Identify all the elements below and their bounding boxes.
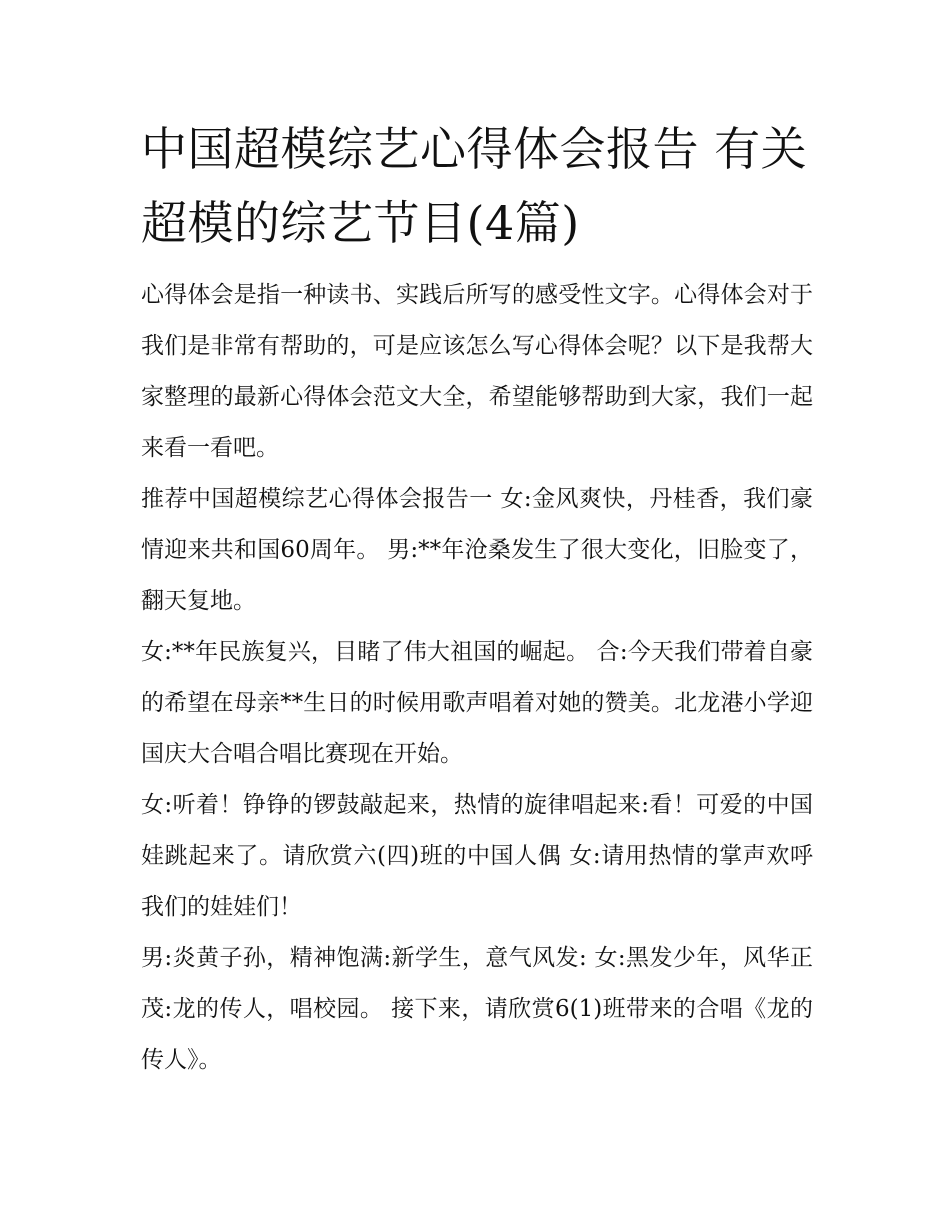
paragraph-opening: 推荐中国超模综艺心得体会报告一 女:金风爽快，丹桂香，我们豪情迎来共和国60周年。 男:**年沧桑发生了很大变化，旧脸变了，翻天复地。 — [141, 486, 813, 614]
document-content — [141, 112, 813, 1086]
paragraph-performance: 女:听着！铮铮的锣鼓敲起来，热情的旋律唱起来:看！可爱的中国娃跳起来了。请欣赏六(四)班的中国人偶 女:请用热情的掌声欢呼我们的娃娃们！ — [141, 792, 813, 920]
paragraph-chorus: 男:炎黄子孙，精神饱满:新学生，意气风发: 女:黑发少年，风华正茂:龙的传人，唱校园。 接下来，请欣赏6(1)班带来的合唱《龙的传人》。 — [141, 945, 813, 1073]
document-title: 中国超模综艺心得体会报告 有关超模的综艺节目(4篇) — [141, 122, 808, 250]
paragraph-revival: 女:**年民族复兴，目睹了伟大祖国的崛起。 合:今天我们带着自豪的希望在母亲**生日的时候用歌声唱着对她的赞美。北龙港小学迎国庆大合唱合唱比赛现在开始。 — [141, 639, 813, 767]
paragraph-intro: 心得体会是指一种读书、实践后所写的感受性文字。心得体会对于我们是非常有帮助的，可是应该怎么写心得体会呢？以下是我帮大家整理的最新心得体会范文大全，希望能够帮助到大家，我们一起来看一看吧。 — [141, 282, 813, 461]
